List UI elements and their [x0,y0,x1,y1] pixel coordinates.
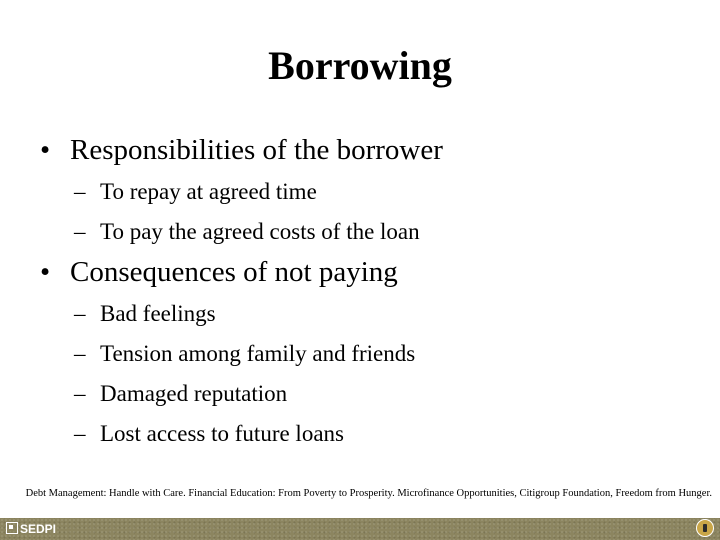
sub-bullet-text: Tension among family and friends [100,341,416,366]
bullet-item-responsibilities [40,130,700,170]
sedpi-logo [6,521,56,537]
sub-bullet-text: Lost access to future loans [100,421,344,446]
sub-bullet-item [40,334,700,374]
bullet-icon: • [40,134,51,166]
sub-bullet-text: Damaged reputation [100,381,288,406]
slide-title: Borrowing [268,43,452,88]
sub-bullet-text: To repay at agreed time [100,179,317,204]
sub-bullet-item [40,414,700,454]
bullet-item-consequences [40,252,700,292]
sub-bullet-text: To pay the agreed costs of the loan [100,219,420,244]
info-badge-icon[interactable] [696,519,714,537]
dash-icon: – [74,381,86,406]
dash-icon: – [74,179,86,204]
sub-bullet-item [40,212,700,252]
source-citation: Debt Management: Handle with Care. Financial Education: From Poverty to Prosperity. Microfinance Opportunities, Citigroup Foundation, Freedom from Hunger. [25,488,712,499]
square-logo-icon [6,522,18,534]
sub-bullet-item [40,294,700,334]
bullet-list [40,130,700,454]
sub-bullet-text: Bad feelings [100,301,216,326]
dash-icon: – [74,341,86,366]
bullet-icon: • [40,256,51,288]
sub-bullet-item [40,172,700,212]
dash-icon: – [74,301,86,326]
sub-bullet-item [40,374,700,414]
bullet-heading: Responsibilities of the borrower [70,134,443,166]
logo-text: SEDPI [20,522,57,536]
footer-bar [0,518,720,540]
dash-icon: – [74,421,86,446]
bullet-heading: Consequences of not paying [70,256,398,288]
dash-icon: – [74,219,86,244]
